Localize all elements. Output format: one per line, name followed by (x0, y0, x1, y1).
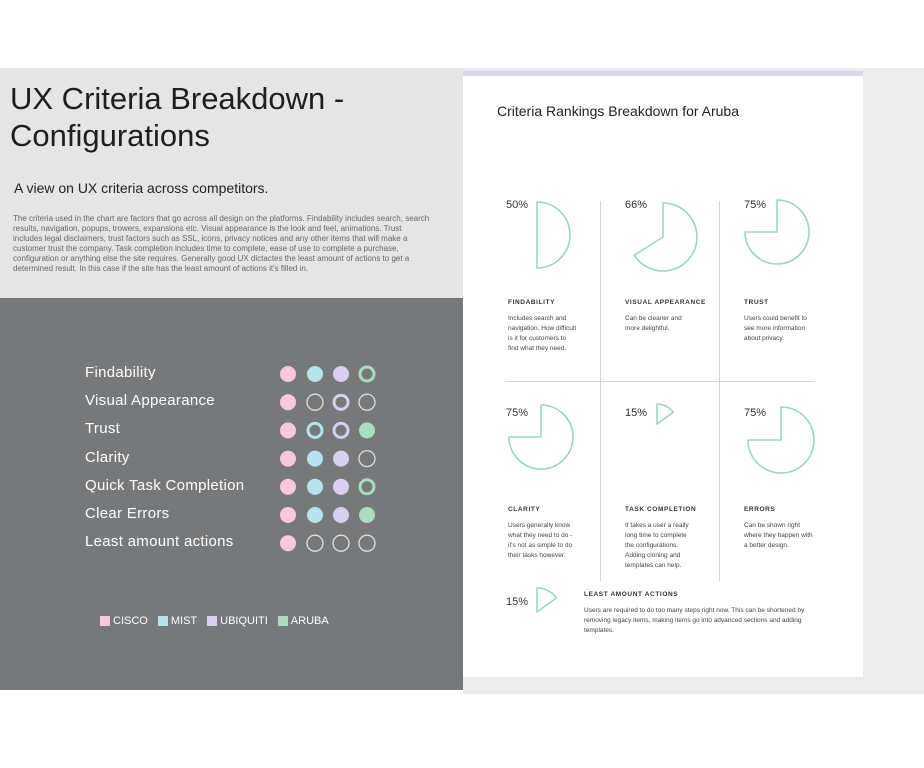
dot-quick-task-completion-mist (307, 479, 323, 495)
pie-least-amount-actions (537, 588, 556, 612)
legend-swatch-mist (158, 616, 168, 626)
pie-charts (463, 76, 863, 676)
card-title: Criteria Rankings Breakdown for Aruba (497, 103, 740, 119)
dot-quick-task-completion-ubiquiti (333, 479, 349, 495)
legend (100, 615, 329, 627)
legend-item-mist (158, 615, 197, 627)
dot-visual-appearance-mist (307, 394, 323, 410)
legend-swatch-ubiquiti (207, 616, 217, 626)
criteria-desc-visual-appearance: Can be cleaner and more delightful. (625, 315, 682, 332)
legend-label-ubiquiti: UBIQUITI (220, 615, 268, 627)
dot-clarity-cisco (280, 451, 296, 467)
dot-findability-ubiquiti (333, 366, 349, 382)
dot-findability-aruba (360, 367, 374, 381)
dot-quick-task-completion-cisco (280, 479, 296, 495)
dot-trust-aruba (359, 422, 375, 438)
dot-trust-cisco (280, 422, 296, 438)
criteria-desc-trust: Users could benefit to see more information about privacy. (744, 315, 807, 342)
criteria-name-task-completion: TASK COMPLETION (625, 506, 697, 513)
legend-label-aruba: ARUBA (290, 615, 329, 627)
legend-item-ubiquiti (207, 615, 268, 627)
legend-item-cisco (100, 615, 148, 627)
dot-clarity-mist (307, 451, 323, 467)
pie-findability (537, 202, 570, 268)
page-subtitle: A view on UX criteria across competitors. (14, 180, 269, 196)
dot-least-amount-actions-mist (307, 535, 323, 551)
criteria-desc-errors: Can be shown right where they happen with a better design. (744, 522, 813, 549)
dot-trust-ubiquiti (334, 423, 348, 437)
pie-value-findability: 50% (506, 199, 529, 211)
criteria-label-findability: Findability (85, 364, 156, 381)
pie-value-task-completion: 15% (625, 407, 648, 419)
criteria-name-least-amount-actions: LEAST AMOUNT ACTIONS (584, 591, 679, 598)
dot-clear-errors-mist (307, 507, 323, 523)
dot-least-amount-actions-ubiquiti (333, 535, 349, 551)
dot-clarity-ubiquiti (333, 451, 349, 467)
dot-clear-errors-ubiquiti (333, 507, 349, 523)
criteria-label-trust: Trust (85, 420, 121, 438)
criteria-name-visual-appearance: VISUAL APPEARANCE (625, 299, 706, 306)
criteria-desc-findability: Includes search and navigation. How difficult is it for customers to find what they need. (508, 315, 577, 352)
legend-swatch-aruba (278, 616, 288, 626)
dot-least-amount-actions-cisco (280, 535, 296, 551)
dot-findability-cisco (280, 366, 296, 382)
dot-clear-errors-cisco (280, 507, 296, 523)
criteria-label-least-amount-actions: Least amount actions (85, 533, 234, 551)
page-description: The criteria used in the chart are factors that go across all design on the platforms. Findability includes search, search results, navigation, popups, trowers, expansions etc. Visual appearance is the look and feel, animations. Trust includes legal disclaimers, trust factors such as SSL, icons, privacy notices and any other items that will make a customer trust the company. Task completion includes time to complete, ease of use to complete a purchase, configuration or anything else the site requires. Generally good UX dictactes the least amount of actions to get a determined result. In this case if the site has the least amount of actions it's filled in. (13, 214, 430, 273)
pie-value-clarity: 75% (506, 407, 529, 419)
dot-quick-task-completion-aruba (360, 480, 374, 494)
pie-visual-appearance (634, 203, 697, 271)
criteria-name-trust: TRUST (744, 299, 769, 306)
page-title: UX Criteria Breakdown - Configurations (10, 81, 345, 153)
comparison-dots (0, 0, 463, 690)
legend-label-mist: MIST (170, 615, 198, 627)
dot-visual-appearance-ubiquiti (334, 395, 348, 409)
criteria-name-findability: FINDABILITY (508, 299, 556, 306)
criteria-name-errors: ERRORS (744, 506, 776, 513)
dot-visual-appearance-aruba (359, 394, 375, 410)
dot-trust-mist (308, 423, 322, 437)
criteria-label-clarity: Clarity (85, 448, 130, 466)
criteria-desc-least-amount-actions: Users are required to do too many steps right now. This can be shortened by removing legacy items, making items go into advanced sections and adding templates. (584, 607, 805, 634)
criteria-desc-clarity: Users generally know what they need to do - it's not as simple to do their tasks however. (508, 522, 573, 559)
pie-value-visual-appearance: 66% (625, 199, 648, 211)
dot-clarity-aruba (359, 451, 375, 467)
criteria-label-clear-errors: Clear Errors (85, 505, 170, 522)
legend-item-aruba (278, 615, 329, 627)
aruba-breakdown-card (463, 71, 863, 677)
pie-value-trust: 75% (744, 199, 767, 211)
pie-task-completion (657, 404, 673, 424)
criteria-label-visual-appearance: Visual Appearance (85, 392, 215, 410)
pie-value-errors: 75% (744, 407, 767, 419)
criteria-desc-task-completion: It takes a user a really long time to complete the configurations. Adding cloning and templates can help. (625, 522, 689, 569)
criteria-label-quick-task-completion: Quick Task Completion (85, 476, 245, 494)
dot-visual-appearance-cisco (280, 394, 296, 410)
dot-findability-mist (307, 366, 323, 382)
legend-swatch-cisco (100, 616, 110, 626)
dot-least-amount-actions-aruba (359, 535, 375, 551)
criteria-name-clarity: CLARITY (508, 506, 541, 513)
dot-clear-errors-aruba (359, 507, 375, 523)
pie-value-least-amount-actions: 15% (506, 596, 529, 608)
legend-label-cisco: CISCO (113, 615, 148, 627)
